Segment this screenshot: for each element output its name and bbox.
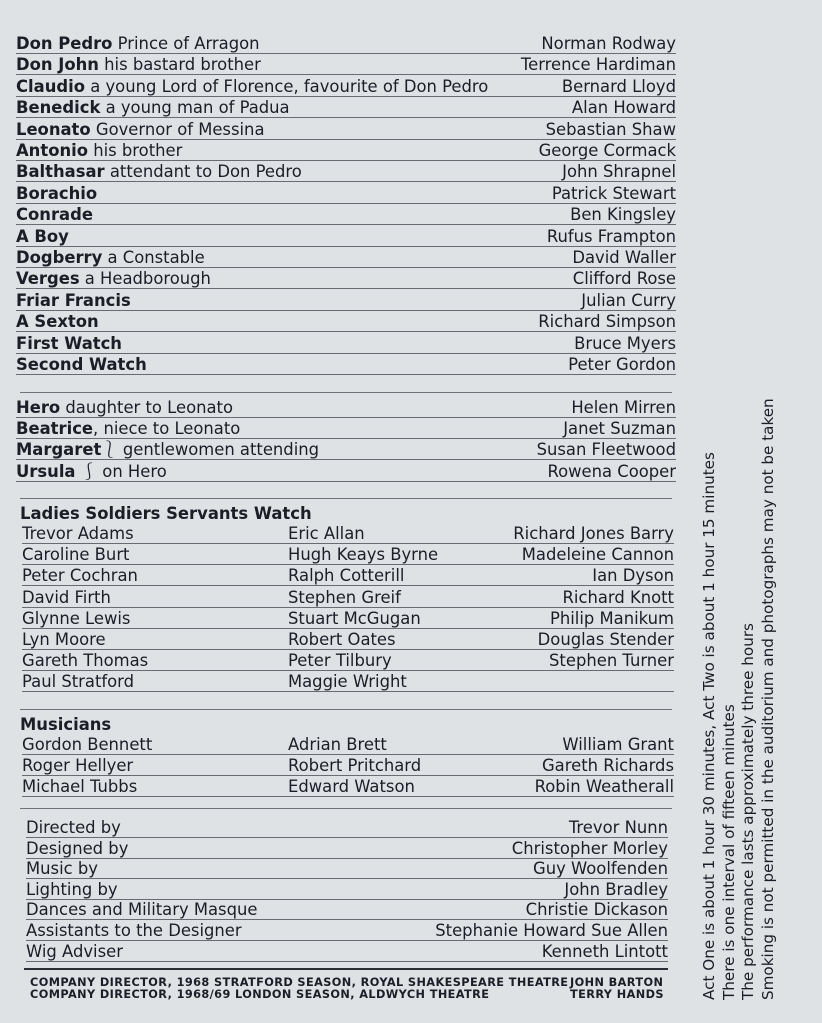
- cast-row: [16, 140, 676, 161]
- name-row: [22, 629, 674, 650]
- name-col-2: Adrian Brett: [288, 735, 387, 754]
- cast-row: [16, 311, 676, 332]
- role-description: Prince of Arragon: [112, 34, 260, 53]
- row-rule: [16, 374, 676, 375]
- name-col-2: Robert Pritchard: [288, 756, 422, 775]
- actor-name: Terrence Hardiman: [520, 55, 676, 75]
- cast-row: [16, 354, 676, 375]
- row-rule: [26, 961, 668, 962]
- role-cell: [16, 226, 69, 247]
- role-cell: [16, 204, 93, 225]
- cast-row: [16, 119, 676, 140]
- cast-row: [16, 54, 676, 75]
- name-col-3: Douglas Stender: [537, 630, 674, 649]
- name-col-1: Glynne Lewis: [22, 608, 131, 628]
- cast-row: [16, 204, 676, 225]
- actor-name: Alan Howard: [571, 98, 676, 118]
- name-row: [22, 650, 674, 671]
- role-name: Verges: [16, 269, 80, 289]
- name-col-1: Gareth Thomas: [22, 651, 149, 671]
- role-description: ⎱ gentlewomen attending: [101, 440, 320, 460]
- ensemble-title: Ladies Soldiers Servants Watch: [20, 504, 312, 523]
- name-col-3: Madeleine Cannon: [521, 545, 674, 565]
- name-col-2: Stephen Greif: [288, 587, 401, 607]
- actor-name: Richard Simpson: [538, 312, 676, 332]
- credit-name: Kenneth Lintott: [541, 941, 668, 961]
- role-name: Claudio: [16, 76, 85, 96]
- row-rule: [22, 691, 674, 692]
- name-col-2: Hugh Keays Byrne: [288, 545, 439, 565]
- cast-row: [16, 97, 676, 118]
- role-description: a young man of Padua: [100, 98, 290, 118]
- credit-label: Lighting by: [26, 879, 118, 899]
- role-cell: [16, 461, 167, 482]
- credit-label: Assistants to the Designer: [26, 921, 242, 940]
- row-rule: [16, 481, 676, 482]
- credit-row: [26, 920, 668, 941]
- credit-row: [26, 941, 668, 962]
- credit-row: [26, 879, 668, 900]
- cast-row: [16, 247, 676, 268]
- actor-name: John Shrapnel: [562, 162, 676, 182]
- credit-name: Trevor Nunn: [568, 818, 668, 837]
- cast-row: [16, 33, 676, 54]
- name-col-1: Peter Cochran: [22, 566, 138, 586]
- role-name: Leonato: [16, 119, 91, 139]
- role-cell: [16, 290, 131, 311]
- name-col-2: Stuart McGugan: [288, 608, 421, 628]
- credit-label: Dances and Military Masque: [26, 900, 258, 920]
- role-description: daughter to Leonato: [60, 398, 233, 417]
- actor-name: Patrick Stewart: [551, 183, 676, 203]
- role-description: ⎰ on Hero: [75, 461, 167, 481]
- role-name: First Watch: [16, 333, 122, 353]
- role-cell: [16, 311, 99, 332]
- cast-row: [16, 439, 676, 460]
- name-row: [22, 755, 674, 776]
- actor-name: Bernard Lloyd: [561, 76, 676, 96]
- role-description: Governor of Messina: [90, 119, 265, 139]
- role-cell: [16, 33, 260, 54]
- name-col-2: Maggie Wright: [288, 672, 407, 692]
- credit-name: Christie Dickason: [525, 900, 668, 920]
- musicians-title: Musicians: [20, 715, 112, 734]
- name-row: [22, 734, 674, 755]
- credit-name: John Bradley: [564, 879, 668, 899]
- role-cell: [16, 161, 302, 182]
- credit-label: Directed by: [26, 818, 121, 837]
- role-name: Hero: [16, 398, 61, 417]
- name-col-2: Robert Oates: [288, 630, 396, 649]
- role-cell: [16, 140, 182, 161]
- role-name: Don John: [16, 55, 99, 75]
- actor-name: Rufus Frampton: [546, 226, 676, 246]
- actor-name: Sebastian Shaw: [545, 119, 676, 139]
- name-row: [22, 523, 674, 544]
- role-cell: [16, 97, 290, 118]
- cast-row: [16, 290, 676, 311]
- role-cell: [16, 333, 122, 354]
- actor-name: George Cormack: [538, 141, 676, 160]
- credit-label: Music by: [26, 859, 98, 879]
- role-description: a Headborough: [79, 269, 211, 289]
- role-cell: [16, 247, 205, 268]
- name-col-3: Richard Knott: [562, 587, 674, 607]
- cast-row: [16, 161, 676, 182]
- role-cell: [16, 119, 265, 140]
- note-duration: The performance lasts approximately three hours: [739, 623, 758, 1000]
- role-cell: [16, 183, 97, 204]
- note-interval: There is one interval of fifteen minutes: [719, 704, 738, 1000]
- role-cell: [16, 439, 319, 460]
- actor-name: Susan Fleetwood: [536, 440, 676, 460]
- role-name: Dogberry: [16, 248, 103, 267]
- role-name: A Boy: [16, 226, 69, 246]
- name-col-2: Edward Watson: [288, 777, 415, 796]
- name-row: [22, 587, 674, 608]
- credit-name: Christopher Morley: [511, 838, 668, 858]
- name-col-3: William Grant: [562, 735, 674, 754]
- cast-row: [16, 226, 676, 247]
- note-smoking: Smoking is not permitted in the auditorium and photographs may not be taken: [758, 398, 777, 1000]
- section-divider: [20, 808, 672, 809]
- note-act-lengths: Act One is about 1 hour 30 minutes, Act Two is about 1 hour 15 minutes: [700, 452, 718, 1000]
- actor-name: Norman Rodway: [541, 34, 676, 53]
- name-col-1: Paul Stratford: [22, 672, 135, 692]
- role-description: , niece to Leonato: [93, 419, 241, 439]
- role-description: a young Lord of Florence, favourite of Don Pedro: [85, 76, 489, 96]
- actor-name: Julian Curry: [581, 290, 676, 310]
- credit-row: [26, 858, 668, 879]
- role-name: Conrade: [16, 205, 93, 225]
- name-col-3: Stephen Turner: [549, 651, 674, 671]
- credit-label: Designed by: [26, 838, 129, 858]
- name-col-1: Trevor Adams: [22, 524, 134, 543]
- footer-name-1: JOHN BARTON: [570, 976, 664, 989]
- role-name: Balthasar: [16, 162, 105, 182]
- actor-name: Janet Suzman: [563, 419, 676, 439]
- credit-row: [26, 817, 668, 838]
- name-row: [22, 608, 674, 629]
- role-cell: [16, 54, 261, 75]
- credit-row: [26, 899, 668, 920]
- name-col-3: Gareth Richards: [541, 756, 674, 775]
- actor-name: Rowena Cooper: [547, 461, 676, 481]
- footer-line-2: COMPANY DIRECTOR, 1968/69 LONDON SEASON, ALDWYCH THEATRE: [30, 988, 490, 1001]
- cast-row: [16, 461, 676, 482]
- role-description: his bastard brother: [98, 55, 261, 75]
- name-col-2: Peter Tilbury: [288, 651, 392, 671]
- actor-name: Helen Mirren: [571, 398, 676, 417]
- role-cell: [16, 397, 233, 418]
- cast-row: [16, 333, 676, 354]
- role-name: Don Pedro: [16, 34, 113, 53]
- cast-row: [16, 397, 676, 418]
- name-col-2: Eric Allan: [288, 524, 365, 543]
- section-divider: [20, 392, 672, 393]
- credit-row: [26, 838, 668, 859]
- footer-name-2: TERRY HANDS: [570, 988, 664, 1001]
- cast-row: [16, 76, 676, 97]
- credit-label: Wig Adviser: [26, 941, 123, 961]
- role-name: Beatrice: [16, 419, 94, 439]
- performance-notes: [700, 400, 820, 1000]
- name-col-3: Ian Dyson: [592, 566, 674, 586]
- role-description: attendant to Don Pedro: [104, 162, 302, 182]
- role-name: Antonio: [16, 141, 88, 160]
- cast-row: [16, 183, 676, 204]
- role-cell: [16, 76, 488, 97]
- actor-name: Ben Kingsley: [570, 205, 676, 225]
- role-name: Second Watch: [16, 355, 147, 374]
- actor-name: Bruce Myers: [574, 333, 676, 353]
- section-divider: [20, 709, 672, 710]
- footer-rule: [24, 968, 668, 970]
- cast-row: [16, 268, 676, 289]
- row-rule: [22, 796, 674, 797]
- name-col-1: Lyn Moore: [22, 630, 106, 649]
- name-col-1: Caroline Burt: [22, 545, 130, 565]
- name-row: [22, 776, 674, 797]
- name-col-1: Roger Hellyer: [22, 756, 134, 775]
- name-col-3: Richard Jones Barry: [513, 524, 674, 543]
- actor-name: David Waller: [572, 248, 676, 267]
- name-col-2: Ralph Cotterill: [288, 566, 405, 586]
- actor-name: Peter Gordon: [568, 355, 676, 374]
- role-name: A Sexton: [16, 312, 99, 332]
- name-col-1: David Firth: [22, 587, 111, 607]
- cast-row: [16, 418, 676, 439]
- footer-line-1: COMPANY DIRECTOR, 1968 STRATFORD SEASON, ROYAL SHAKESPEARE THEATRE: [30, 976, 569, 989]
- role-description: his brother: [88, 141, 183, 160]
- name-row: [22, 565, 674, 586]
- name-col-1: Gordon Bennett: [22, 735, 153, 754]
- name-col-3: Robin Weatherall: [534, 777, 674, 796]
- name-col-3: Philip Manikum: [549, 608, 674, 628]
- credit-name: Stephanie Howard Sue Allen: [435, 921, 668, 940]
- role-description: a Constable: [102, 248, 205, 267]
- role-name: Borachio: [16, 183, 98, 203]
- role-name: Margaret: [16, 440, 102, 460]
- role-name: Friar Francis: [16, 290, 131, 310]
- role-cell: [16, 268, 211, 289]
- role-name: Benedick: [16, 98, 101, 118]
- section-divider: [20, 498, 672, 499]
- role-cell: [16, 418, 240, 439]
- name-row: [22, 671, 674, 692]
- role-cell: [16, 354, 147, 375]
- role-name: Ursula: [16, 461, 76, 481]
- name-col-1: Michael Tubbs: [22, 777, 138, 796]
- credit-name: Guy Woolfenden: [533, 859, 668, 879]
- name-row: [22, 544, 674, 565]
- actor-name: Clifford Rose: [572, 269, 676, 289]
